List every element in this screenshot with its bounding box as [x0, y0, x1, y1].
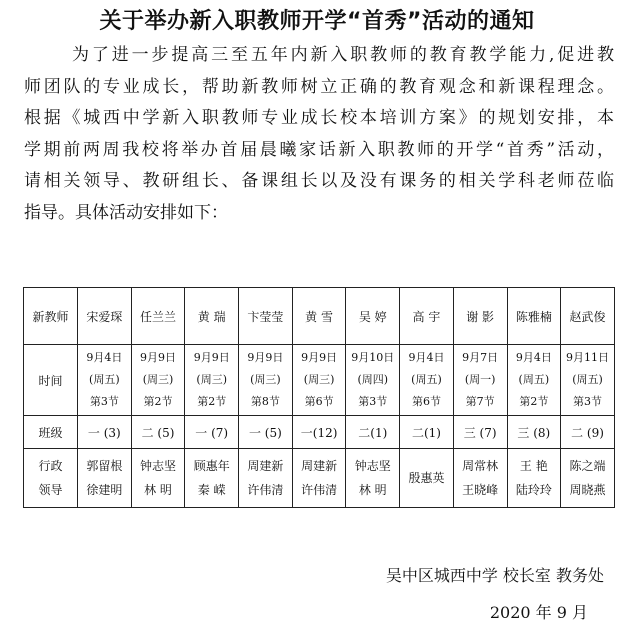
leader-name: 周常林 [462, 459, 499, 473]
teacher-name: 赵武俊 [561, 288, 615, 345]
time-row [24, 345, 615, 416]
class-cell: 一 (5) [239, 416, 293, 449]
leaders-cell [346, 449, 400, 508]
teacher-name: 吴 婷 [346, 288, 400, 345]
teacher-name: 陈雅楠 [507, 288, 561, 345]
leaders-cell [400, 449, 454, 508]
leaders-cell [185, 449, 239, 508]
row-header-leaders [24, 449, 78, 508]
time-date: 9月9日 [140, 351, 177, 364]
time-cell [239, 345, 293, 416]
teacher-name: 谢 影 [453, 288, 507, 345]
leader-name: 钟志坚 [140, 459, 177, 473]
leader-name: 郭留根 [86, 459, 123, 473]
teacher-name: 高 宇 [400, 288, 454, 345]
time-date: 9月11日 [566, 351, 610, 364]
leader-name: 周晓燕 [569, 483, 606, 497]
time-cell [561, 345, 615, 416]
class-cell: 三 (7) [453, 416, 507, 449]
teacher-name: 卞莹莹 [239, 288, 293, 345]
leader-name: 林 明 [358, 483, 387, 497]
time-cell [400, 345, 454, 416]
time-weekday: (周五) [89, 373, 120, 386]
time-cell [507, 345, 561, 416]
time-period: 第2节 [143, 395, 173, 408]
leaders-cell [78, 449, 132, 508]
leaders-cell [131, 449, 185, 508]
leader-name: 殷惠英 [408, 471, 445, 485]
class-cell: 二 (9) [561, 416, 615, 449]
time-weekday: (周五) [518, 373, 550, 386]
row-header-class: 班级 [24, 416, 78, 449]
class-cell: 二(1) [346, 416, 400, 449]
paragraph-line: 为了进一步提高三至五年内新入职教师的教育教学能力,促进教 [72, 45, 614, 65]
paragraph-line: 学期前两周我校将举办首届晨曦家话新入职教师的开学“首秀”活动， [24, 139, 614, 160]
paragraph-line: 指导。具体活动安排如下： [24, 202, 228, 223]
class-cell: 一 (7) [185, 416, 239, 449]
leader-name: 林 明 [144, 483, 172, 497]
time-cell [453, 345, 507, 416]
time-weekday: (周三) [250, 373, 281, 386]
time-date: 9月7日 [462, 351, 499, 364]
time-cell [131, 345, 185, 416]
time-cell [185, 345, 239, 416]
notice-body [24, 40, 614, 230]
leader-name: 许伟清 [247, 483, 284, 497]
paragraph-line: 根据《城西中学新入职教师专业成长校本培训方案》的规划安排，本 [24, 108, 614, 129]
teacher-name: 任兰兰 [131, 288, 185, 345]
time-weekday: (周五) [411, 373, 442, 386]
row-header-teacher: 新教师 [24, 288, 78, 345]
time-period: 第3节 [573, 395, 603, 408]
time-weekday: (周四) [357, 373, 389, 386]
time-date: 9月9日 [193, 351, 230, 364]
leaders-cell [292, 449, 346, 508]
class-cell: 二 (5) [131, 416, 185, 449]
leader-name: 顾惠年 [193, 459, 230, 473]
time-date: 9月4日 [515, 351, 552, 364]
time-period: 第6节 [304, 395, 334, 408]
leader-name: 陆玲玲 [515, 483, 552, 497]
leaders-cell [239, 449, 293, 508]
time-cell [78, 345, 132, 416]
leader-name: 王 艳 [519, 459, 548, 473]
time-date: 9月9日 [301, 351, 338, 364]
time-period: 第7节 [465, 395, 495, 408]
row-header-time: 时间 [24, 345, 78, 416]
time-date: 9月10日 [351, 351, 395, 364]
leader-name: 徐建明 [86, 483, 123, 497]
time-date: 9月4日 [86, 351, 123, 364]
class-cell: 三 (8) [507, 416, 561, 449]
time-period: 第3节 [358, 395, 388, 408]
time-weekday: (周五) [572, 373, 603, 386]
signature: 吴中区城西中学 校长室 教务处 [385, 566, 604, 585]
row-header-leaders-line: 领导 [38, 483, 63, 497]
teacher-row [24, 288, 615, 345]
notice-title: 关于举办新入职教师开学“首秀”活动的通知 [99, 9, 535, 34]
time-period: 第8节 [250, 395, 280, 408]
class-cell: 一 (3) [78, 416, 132, 449]
time-period: 第2节 [519, 395, 549, 408]
time-weekday: (周一) [464, 373, 496, 386]
time-period: 第3节 [89, 395, 119, 408]
class-cell: 二(1) [400, 416, 454, 449]
leader-name: 陈之端 [569, 459, 606, 473]
schedule-table [23, 287, 615, 508]
leader-name: 秦 嵘 [197, 483, 226, 497]
leader-name: 周建新 [247, 459, 284, 473]
leader-name: 许伟清 [301, 483, 338, 497]
issue-date: 2020 年 9 月 [489, 603, 588, 622]
time-weekday: (周三) [142, 373, 174, 386]
time-weekday: (周三) [303, 373, 335, 386]
time-cell [292, 345, 346, 416]
time-date: 9月4日 [408, 351, 445, 364]
time-period: 第6节 [411, 395, 441, 408]
class-cell: 一(12) [292, 416, 346, 449]
leaders-cell [453, 449, 507, 508]
leader-name: 王晓峰 [462, 483, 499, 497]
time-cell [346, 345, 400, 416]
time-weekday: (周三) [196, 373, 228, 386]
leaders-cell [507, 449, 561, 508]
row-header-leaders-line: 行政 [38, 459, 63, 473]
leaders-row [24, 449, 615, 508]
class-row [24, 416, 615, 449]
leader-name: 周建新 [301, 459, 338, 473]
leaders-cell [561, 449, 615, 508]
time-date: 9月9日 [247, 351, 284, 364]
time-period: 第2节 [197, 395, 227, 408]
teacher-name: 黄 瑞 [185, 288, 239, 345]
teacher-name: 黄 雪 [292, 288, 346, 345]
teacher-name: 宋爱琛 [78, 288, 132, 345]
leader-name: 钟志坚 [354, 459, 391, 473]
paragraph-line: 请相关领导、教研组长、备课组长以及没有课务的相关学科老师莅临 [24, 171, 614, 192]
paragraph-line: 师团队的专业成长，帮助新教师树立正确的教育观念和新课程理念。 [24, 76, 614, 97]
